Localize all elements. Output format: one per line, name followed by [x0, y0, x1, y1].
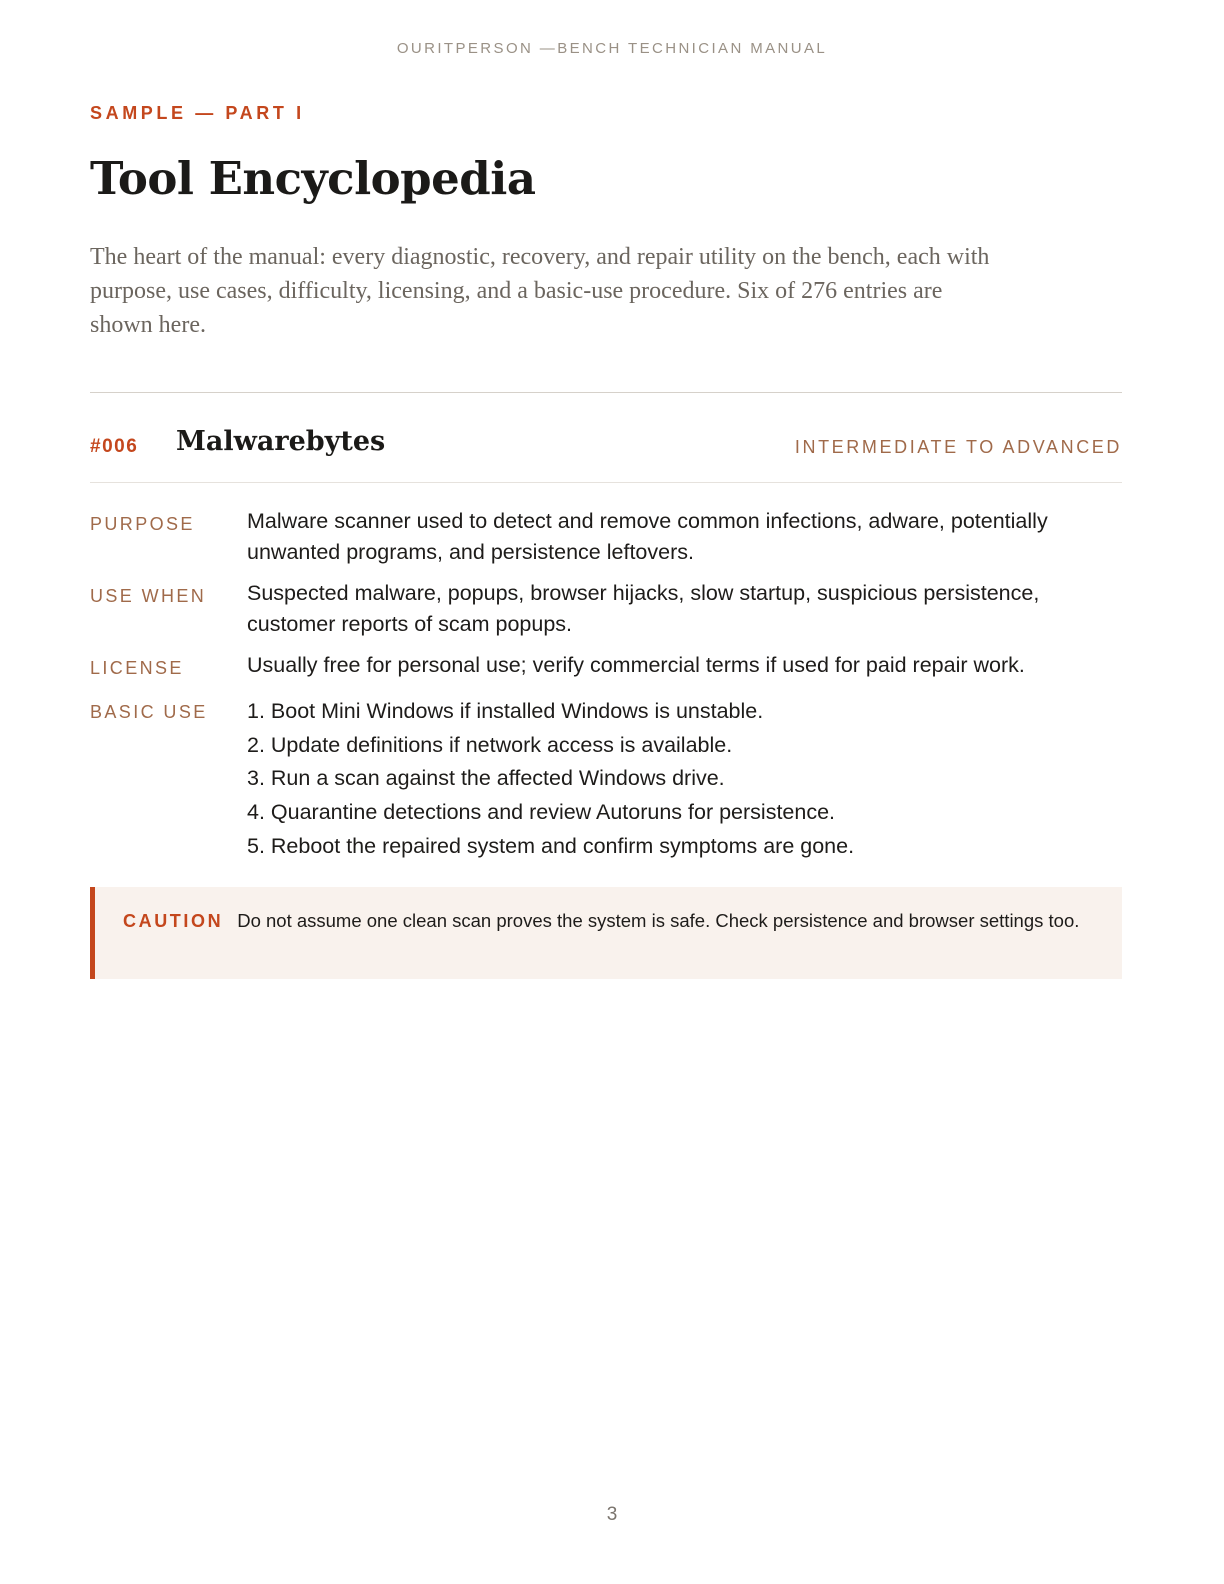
- caution-body: [123, 907, 1083, 935]
- step-item: 3. Run a scan against the affected Windows drive.: [247, 766, 725, 791]
- running-header: OURITPERSON —BENCH TECHNICIAN MANUAL: [396, 40, 828, 57]
- caution-callout: [90, 887, 1122, 979]
- step-item: 4. Quarantine detections and review Autoruns for persistence.: [247, 800, 836, 825]
- purpose-value: Malware scanner used to detect and remove common infections, adware, potentially unwanted programs, and persistence leftovers.: [247, 509, 1048, 564]
- use-when-label: USE WHEN: [90, 586, 207, 606]
- license-value: Usually free for personal use; verify commercial terms if used for paid repair work.: [247, 653, 1025, 677]
- page-title: Tool Encyclopedia: [90, 152, 536, 205]
- entry-divider: [90, 482, 1122, 483]
- basic-use-steps: [247, 695, 1122, 864]
- license-label: LICENSE: [90, 658, 184, 678]
- section-divider: [90, 392, 1122, 393]
- basic-use-label: BASIC USE: [90, 702, 208, 722]
- caution-label: CAUTION: [123, 911, 224, 931]
- difficulty-level: INTERMEDIATE TO ADVANCED: [794, 437, 1122, 457]
- entry-name: Malwarebytes: [176, 426, 386, 457]
- purpose-label: PURPOSE: [90, 514, 195, 534]
- entry-number: #006: [90, 436, 139, 457]
- step-item: 1. Boot Mini Windows if installed Windows is unstable.: [247, 699, 764, 723]
- page-number: 3: [606, 1504, 618, 1525]
- step-item: 5. Reboot the repaired system and confirm symptoms are gone.: [247, 833, 855, 858]
- entry-header: [90, 420, 1122, 470]
- step-item: 2. Update definitions if network access is available.: [247, 732, 733, 757]
- caution-text: Do not assume one clean scan proves the system is safe. Check persistence and browser settings too.: [237, 910, 1080, 931]
- section-eyebrow: SAMPLE — PART I: [90, 103, 305, 123]
- use-when-value: Suspected malware, popups, browser hijacks, slow startup, suspicious persistence, customer reports of scam popups.: [247, 581, 1040, 636]
- intro-paragraph: The heart of the manual: every diagnostic, recovery, and repair utility on the bench, each with purpose, use cases, difficulty, licensing, and a basic-use procedure. Six of 276 entries are shown here.: [90, 244, 990, 338]
